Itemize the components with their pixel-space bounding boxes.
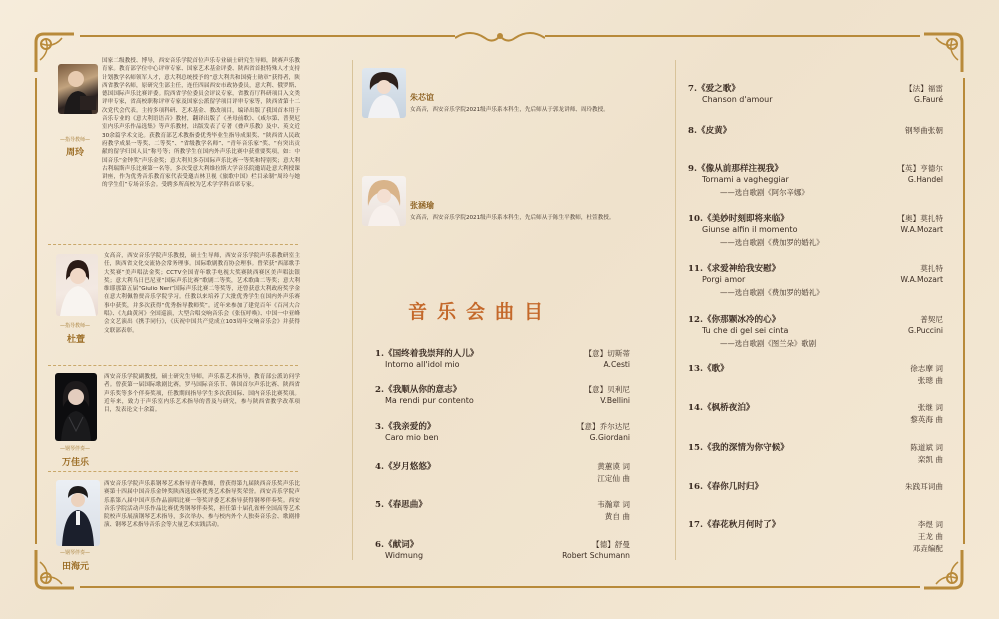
- item-credit: W.A.Mozart: [900, 225, 943, 234]
- item-title: 2.《我顺从你的意志》: [375, 385, 462, 395]
- item-title: 3.《我亲爱的》: [375, 422, 436, 432]
- item-credit: G.Fauré: [913, 95, 943, 104]
- item-title: 4.《岁月悠悠》: [375, 462, 436, 472]
- item-note: ——选自歌剧《阿尔辛娜》: [720, 188, 809, 197]
- item-subtitle: Tu che di gel sei cinta: [702, 326, 789, 335]
- bio-text: 女高音，西安音乐学院声乐教授，硕士生导师，西安音乐学院声乐系教研室主任，陕西省文化交流协会常务理事。国际歌剧教育协会理事。曾荣获“西部歌手大奖赛”美声唱法金奖；CCTV全国青年歌手电视大奖赛陕西赛区美声唱法银奖；意大利乌日巴尼亚“国际声乐比赛”歌剧二等奖，艺术歌曲二等奖；意大利维耶那第五届“Giulio Neri”国际声乐比赛二等奖等，还曾获意大利政府奖学金在意大利佩鲁贾音乐学院学习。任教以来培养了大批优秀学生在国内外声乐赛事中获奖，并多次获得“优秀指导教师奖”。近年来参加了建党百年《百河大合唱》、《九曲黄河》全国巡演，大型合唱交响音乐会《张伍呼唤》、中国一中亚峰会文艺演出《携手同行》，《庆祝中国共产党成立103周年交响音乐会》并获得文联部表彰。: [104, 253, 300, 334]
- border-right: [963, 78, 965, 544]
- bio-name: 田海元: [62, 562, 90, 572]
- column-divider-2: [675, 60, 676, 560]
- item-subtitle: Porgi amor: [702, 275, 746, 284]
- border-top-right: [545, 35, 920, 37]
- item-credit: 韦瀚章 词: [597, 500, 630, 509]
- top-center-ornament: [455, 28, 545, 48]
- program-item: [375, 498, 630, 524]
- item-title: 11.《求爱神给我安慰》: [688, 264, 781, 274]
- bio-name: 周玲: [66, 148, 85, 158]
- item-credit: 张璁 曲: [917, 376, 943, 385]
- item-credit: 张继 词: [917, 403, 943, 412]
- program-item: [688, 162, 943, 200]
- program-item: [688, 441, 943, 467]
- item-credit: 【德】舒曼: [592, 540, 630, 549]
- item-credit: 李煜 词: [917, 520, 943, 529]
- item-subtitle: Chanson d'amour: [702, 95, 773, 104]
- avatar: [55, 373, 97, 441]
- item-credit: 【意】切斯蒂: [584, 349, 630, 358]
- item-title: 6.《献词》: [375, 540, 419, 550]
- item-title: 9.《像从前那样注视我》: [688, 164, 783, 174]
- item-title: 5.《春思曲》: [375, 500, 427, 510]
- item-subtitle: Giunse alfin il momento: [702, 225, 798, 234]
- item-credit: 【意】乔尔达尼: [576, 422, 630, 431]
- item-credit: 黄蕙谟 词: [597, 462, 630, 471]
- column-divider-1: [352, 60, 353, 560]
- item-credit: 朱践耳词曲: [905, 482, 943, 491]
- bio-text: 西安音乐学院声乐系钢琴艺术指导青年教师，曾获得第九届陕西音乐奖声乐比赛第十四届中国音乐金钟奖陕西选拔赛优秀艺术指导奖荣誉。西安音乐学院声乐系第八届中国声乐作品演唱比赛一等奖评委艺术指导获得钢琴伴奏奖。西安音乐学院活动声乐作品比赛优秀钢琴伴奏奖，担任第十届孔雀杯全国高等艺术院校声乐展演钢琴艺术指导，多次举办、参与校内外个人独奏音乐会、歌剧排演、钢琴艺术指导音乐会等大量艺术实践活动。: [104, 481, 300, 529]
- program-item: [688, 82, 943, 108]
- item-credit: 陈道斌 词: [910, 443, 943, 452]
- bio-role: —指导教师—: [60, 323, 91, 329]
- item-credit: V.Bellini: [600, 396, 630, 405]
- bio-role: —钢琴伴奏—: [60, 446, 91, 452]
- bio-name: 万佳乐: [62, 458, 90, 468]
- avatar: [362, 176, 406, 226]
- border-left: [35, 78, 37, 544]
- avatar: [56, 254, 98, 316]
- program-item: [688, 518, 943, 556]
- item-credit: 普契尼: [920, 315, 943, 324]
- item-note: ——选自歌剧《图兰朵》歌剧: [720, 339, 817, 348]
- item-credit: A.Cesti: [603, 360, 630, 369]
- item-credit: Robert Schumann: [562, 551, 630, 560]
- border-top-left: [80, 35, 455, 37]
- program-item: [688, 480, 943, 494]
- item-credit: G.Handel: [907, 175, 943, 184]
- item-credit: 莫扎特: [920, 264, 943, 273]
- item-title: 12.《你那颗冰冷的心》: [688, 315, 781, 325]
- program-item: [688, 124, 943, 138]
- divider: [48, 365, 298, 366]
- item-subtitle: Ma rendi pur contento: [385, 396, 474, 405]
- avatar: [58, 64, 98, 114]
- item-credit: 黄自 曲: [604, 512, 630, 521]
- program-item: [375, 347, 630, 373]
- item-subtitle: Widmung: [385, 551, 424, 560]
- performer-name: 张涵瑜: [410, 200, 434, 210]
- program-item: [375, 420, 630, 446]
- item-title: 17.《春花秋月何时了》: [688, 520, 781, 530]
- item-credit: 【意】贝利尼: [584, 385, 630, 394]
- divider: [48, 244, 298, 245]
- program-item: [688, 362, 943, 388]
- item-credit: G.Puccini: [908, 326, 943, 335]
- item-credit: 徐志摩 词: [910, 364, 943, 373]
- avatar: [362, 68, 406, 118]
- bio-text: 西安音乐学院副教授，硕士研究生导师，声乐系艺术指导，教育部公派访问学者。曾获第一届国际歌剧比赛，罗马国际音乐节、韩国首尔声乐比赛、陕西省声乐奖等多个伴奏奖项，任教期间指导学生多次获国际、国内音乐比赛奖项。近年来，致力于声乐室内乐艺术指导的普及与研究，参与陕西省教学改革项目，发表论文十余篇。: [104, 374, 300, 414]
- item-title: 13.《歌》: [688, 364, 729, 374]
- program-item: [688, 262, 943, 300]
- program-title: 音乐会曲目: [408, 301, 554, 323]
- item-title: 10.《美妙时刻即将来临》: [688, 214, 789, 224]
- program-item: [688, 212, 943, 250]
- item-credit: 江定仙 曲: [597, 474, 630, 483]
- bio-text: 国家二级教授、博导，西安音乐学院首位声乐专业硕士研究生导师，陕赛声乐教育家。教育部学位中心评审专家、国家艺术基金评委、陕西省首批特殊人才支持计划教学名师领军人才，意大利总统授予的“意大利共和国骑士勋章”获得者，陕西省教学名师，原研究生部主任，连任四届西安市政协委员，意大利、俄罗斯、德国国际声乐比赛评委。院西省学位委员会评议专家，省教育厅科研项目入文类评审专家，省高校职称评审专家及国家公派留学项目评审专家等，陕西省第十二次党代会代表。主持多项科研、艺术基金、教改项目，编译出版了我国首本用于音乐专业的《意大利语语音》教材，翻译出版了《圣母前歌》、《咸尔第、普契尼室内乐声乐作品选集》等声乐教材，出版发表了专著《叠声乐教》及中、英文近30余篇学术文论。获教育部艺术教指委优秀毕业生指导成果奖、“陕西省人民政府教学成果一等奖、二等奖”、“省级教学名师”、“青年音乐家”奖、“有突出贡献的留学归国人员”称号等；所教学生在国内外声乐比赛中获重要奖项，如：中国音乐“金钟奖”声乐金奖；意大利贝多芬国际声乐比赛一等奖和特别奖；意大利古利瑞斯声乐比赛第一名等。多次受意大利维拉斯大学音乐院邀请赴意大利授课讲座，作为优秀音乐教育家代表受邀吉林卫视《旅歌中国》栏目录制“周玲与她的学生们”专场音乐会。受聘多所高校为艺术学学科首席专家。: [102, 58, 300, 189]
- item-credit: 【奥】莫扎特: [897, 214, 943, 223]
- item-credit: 邓垚编配: [912, 544, 943, 553]
- item-title: 7.《爱之歌》: [688, 84, 740, 94]
- item-title: 14.《枫桥夜泊》: [688, 403, 755, 413]
- item-title: 8.《皮黄》: [688, 126, 732, 136]
- performer-bio: 女高音，西安音乐学院2021级声乐系本科生，先后师从于郭龙讲师、周玲教授。: [410, 107, 609, 113]
- program-item: [375, 538, 630, 564]
- border-bottom: [80, 586, 920, 588]
- program-item: [688, 313, 943, 351]
- item-title: 1.《国终着我崇拜的人儿》: [375, 349, 479, 359]
- item-credit: 黎英海 曲: [910, 415, 943, 424]
- item-subtitle: Tornami a vagheggiar: [702, 175, 789, 184]
- item-credit: G.Giordani: [589, 433, 630, 442]
- item-credit: 【法】福雷: [905, 84, 943, 93]
- program-item: [375, 460, 630, 486]
- item-credit: 王龙 曲: [917, 532, 943, 541]
- item-note: ——选自歌剧《费加罗的婚礼》: [720, 238, 824, 247]
- corner-ornament-top-right: [920, 30, 966, 76]
- bio-name: 杜萱: [67, 335, 86, 345]
- item-credit: 【英】亨德尔: [897, 164, 943, 173]
- divider: [48, 471, 298, 472]
- bio-role: —钢琴伴奏—: [60, 550, 91, 556]
- item-subtitle: Intorno all'idol mio: [385, 360, 460, 369]
- bio-role: —指导教师—: [60, 137, 91, 143]
- performer-name: 朱芯谊: [410, 92, 434, 102]
- item-title: 16.《春你几时归》: [688, 482, 764, 492]
- performer-bio: 女高音，西安音乐学院2021级声乐系本科生，先后师从于陈生平教师，杜萱教授。: [410, 215, 615, 221]
- avatar: [56, 480, 100, 546]
- item-subtitle: Caro mio ben: [385, 433, 439, 442]
- item-credit: W.A.Mozart: [900, 275, 943, 284]
- item-title: 15.《我的深情为你守候》: [688, 443, 789, 453]
- item-credit: 栾凯 曲: [917, 455, 943, 464]
- program-item: [375, 383, 630, 409]
- item-credit: 钢琴曲张朝: [905, 126, 943, 135]
- program-item: [688, 401, 943, 427]
- item-note: ——选自歌剧《费加罗的婚礼》: [720, 288, 824, 297]
